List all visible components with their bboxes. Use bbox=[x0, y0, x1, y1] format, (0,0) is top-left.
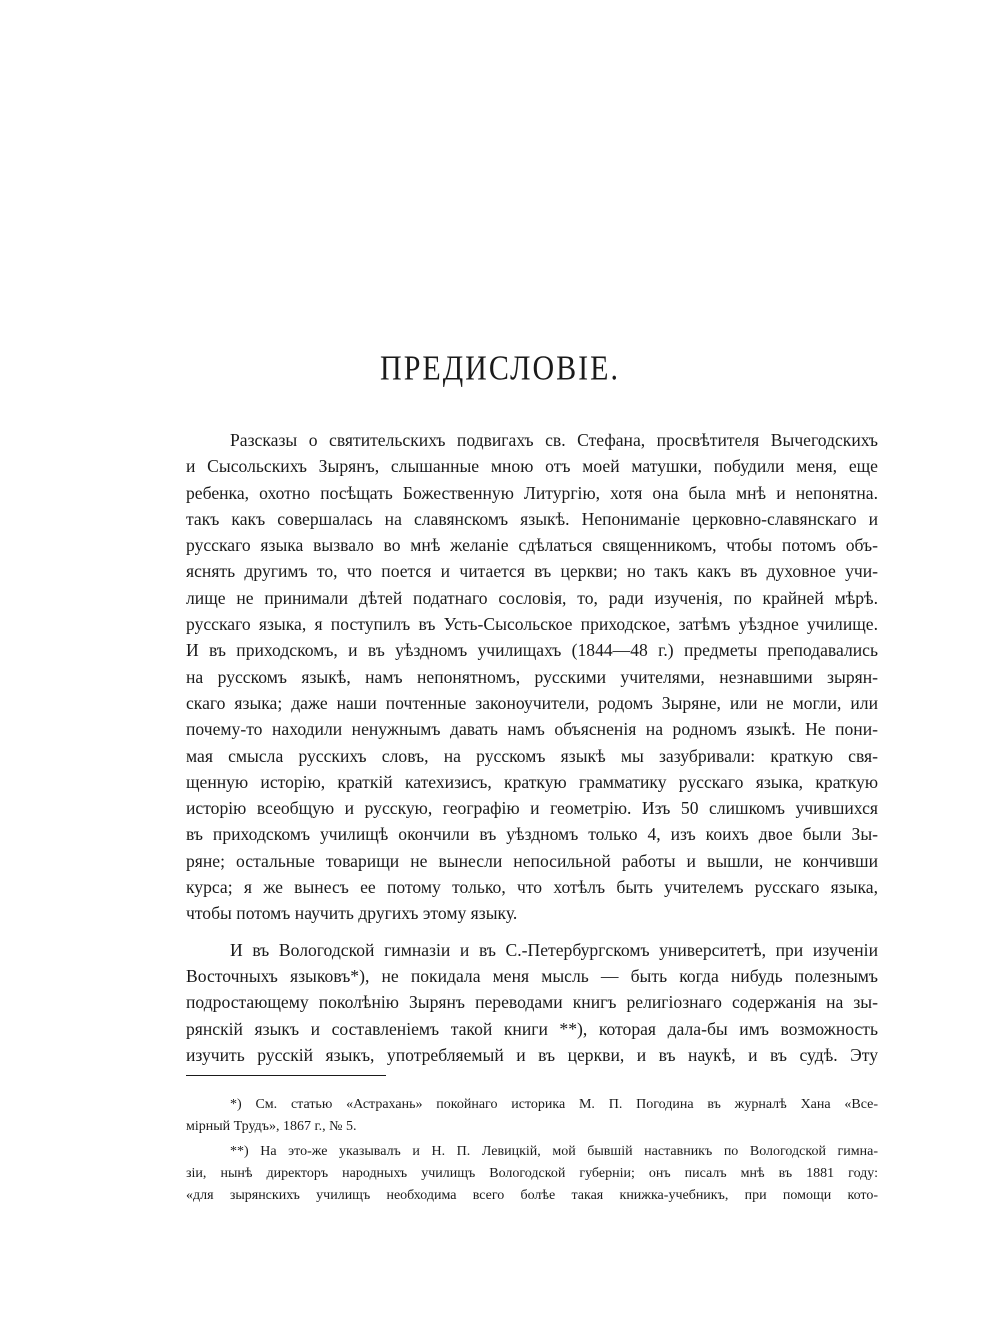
text-line: лище не принимали дѣтей податнаго сословія, то, ради изученія, по крайней мѣрѣ. bbox=[186, 587, 878, 608]
text-line: мая смысла русскихъ словъ, на русскомъ языкѣ мы зазубривали: краткую свя- bbox=[186, 745, 878, 766]
page-title: ПРЕДИСЛОВІЕ. bbox=[380, 349, 620, 388]
footnotes bbox=[186, 1094, 878, 1207]
text-line: и Сысольскихъ Зырянъ, слышанные мною отъ моей матушки, побудили меня, еще bbox=[186, 456, 878, 477]
text-line: почему-то находили ненужнымъ давать намъ объясненія на родномъ языкѣ. Не пони- bbox=[186, 719, 878, 740]
text-line: русскаго языка, я поступилъ въ Усть-Сысольское приходское, затѣмъ уѣздное училище. bbox=[186, 614, 878, 635]
body-text bbox=[186, 427, 878, 1068]
text-line: И въ Вологодской гимназіи и въ С.-Петербургскомъ университетѣ, при изученіи bbox=[230, 939, 878, 960]
text-line: подростающему поколѣнію Зырянъ переводами книгъ религіознаго содержанія на зы- bbox=[186, 992, 878, 1013]
paragraph-1 bbox=[186, 427, 878, 927]
footnote-line: мірный Трудъ», 1867 г., № 5. bbox=[186, 1119, 357, 1134]
text-line: скаго языка; даже наши почтенные законоучители, родомъ Зыряне, или не могли, или bbox=[186, 692, 878, 713]
text-line: ряне; остальные товарищи не вынесли непосильной работы и вышли, не кончивши bbox=[186, 850, 878, 871]
footnote-line: **) На это-же указывалъ и Н. П. Левицкій, мой бывшій наставникъ по Вологодской гимна- bbox=[230, 1144, 878, 1159]
text-line: И въ приходскомъ, и въ уѣздномъ училищахъ (1844—48 г.) предметы преподавались bbox=[186, 640, 878, 661]
text-line: Восточныхъ языковъ*), не покидала меня мысль — быть когда нибудь полезнымъ bbox=[186, 965, 878, 986]
footnote-line: *) См. статью «Астрахань» покойнаго историка М. П. Погодина въ журналѣ Хана «Все- bbox=[230, 1097, 878, 1112]
text-line: яснять другимъ то, что поется и читается въ церкви; но такъ какъ въ духовное учи- bbox=[186, 561, 878, 582]
text-line: въ приходскомъ училищѣ окончили въ уѣздномъ только 4, изъ коихъ двое были Зы- bbox=[186, 824, 878, 845]
text-line: исторію всеобщую и русскую, географію и геометрію. Изъ 50 слишкомъ учившихся bbox=[186, 798, 878, 819]
footnote-line: зіи, нынѣ директоръ народныхъ училищъ Вологодской губерніи; онъ писалъ мнѣ въ 1881 году: bbox=[186, 1166, 878, 1181]
text-line: такъ какъ совершалась на славянскомъ языкѣ. Непониманіе церковно-славянскаго и bbox=[186, 508, 878, 529]
text-line: щенную исторію, краткій катехизисъ, краткую грамматику русскаго языка, краткую bbox=[186, 771, 878, 792]
text-line: изучить русскій языкъ, употребляемый и въ церкви, и въ наукѣ, и въ судѣ. Эту bbox=[186, 1044, 878, 1065]
text-line: курса; я же вынесъ ее потому только, что хотѣлъ быть учителемъ русскаго языка, bbox=[186, 877, 878, 898]
text-line: Разсказы о святительскихъ подвигахъ св. Стефана, просвѣтителя Вычегодскихъ bbox=[230, 430, 878, 450]
text-line: русскаго языка вызвало во мнѣ желаніе сдѣлаться священникомъ, чтобы потомъ объ- bbox=[186, 535, 878, 556]
footnote-2 bbox=[186, 1141, 878, 1207]
footnote-1 bbox=[186, 1094, 878, 1138]
text-line: ребенка, охотно посѣщать Божественную Литургію, хотя она была мнѣ и непонятна. bbox=[186, 482, 878, 503]
text-line: рянскій языкъ и составленіемъ такой книги **), которая дала-бы имъ возможность bbox=[186, 1018, 878, 1039]
paragraph-2 bbox=[186, 937, 878, 1068]
footnote-line: «для зырянскихъ училищъ необходима всего болѣе такая книжка-учебникъ, при помощи кото- bbox=[186, 1188, 878, 1203]
footnote-divider bbox=[186, 1075, 386, 1076]
text-line: чтобы потомъ научить другихъ этому языку. bbox=[186, 903, 518, 924]
text-line: на русскомъ языкѣ, намъ непонятномъ, русскими учителями, незнавшими зырян- bbox=[186, 666, 878, 687]
